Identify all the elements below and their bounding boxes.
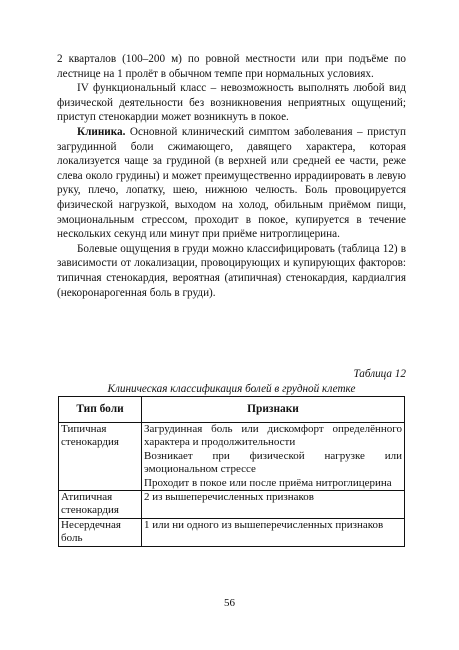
classification-table (58, 396, 405, 547)
cell-pain-type: Атипичная стенокардия (59, 491, 142, 519)
paragraph-clinic (57, 125, 406, 242)
cell-signs (142, 423, 405, 491)
sign-text: 1 или ни одного из вышеперечисленных признаков (144, 518, 384, 531)
clinic-heading: Клиника. (77, 125, 126, 138)
paragraph-continuation: 2 кварталов (100–200 м) по ровной местности или при подъёме по лестнице на 1 пролёт в обычном темпе при нормальных условиях. (57, 53, 406, 80)
table-row (59, 423, 405, 491)
cell-pain-type: Несердечная боль (59, 518, 142, 546)
sign-text: Проходит в покое или после приёма нитроглицерина (144, 476, 392, 489)
table-caption: Клиническая классификация болей в грудной клетке (107, 383, 356, 395)
cell-pain-type: Типичная стенокардия (59, 423, 142, 491)
clinic-text: Основной клинический симптом заболевания – приступ загрудинной боли сжимающего, давящего характера, которая локализуется чаще за грудиной (в верхней или средней ее части, реже слева около грудины) и может преимущественно иррадиировать в левую руку, плечо, лопатку, шею, нижнюю челюсть. Боль провоцируется физической нагрузкой, выходом на холод, обильным приёмом пищи, эмоциональным стрессом, проходит в покое, купируется в течение нескольких секунд или минут при приёме нитроглицерина. (57, 125, 406, 241)
table-header-row (59, 397, 405, 423)
sign-text: 2 из вышеперечисленных признаков (144, 491, 315, 504)
table-row (59, 518, 405, 546)
body-text (57, 52, 406, 300)
cell-signs (142, 518, 405, 546)
cell-signs (142, 491, 405, 519)
table-row (59, 491, 405, 519)
header-signs: Признаки (142, 397, 405, 423)
table-number: Таблица 12 (353, 368, 406, 380)
paragraph-classification: Болевые ощущения в груди можно классифицировать (таблица 12) в зависимости от локализации, провоцирующих и купирующих факторов: типичная стенокардия, вероятная (атипичная) стенокардия, кардиалгия (некоронарогенная боль в груди). (57, 242, 406, 299)
paragraph-class-iv: IV функциональный класс – невозможность выполнять любой вид физической деятельности без возникновения неприятных ощущений; приступ стенокардии может возникнуть в покое. (57, 82, 406, 124)
header-pain-type: Тип боли (59, 397, 142, 423)
sign-text: Возникает при физической нагрузке или эмоциональном стрессе (144, 449, 402, 476)
page-number: 56 (224, 597, 235, 609)
sign-text: Загрудинная боль или дискомфорт определённого характера и продолжительности (144, 423, 402, 449)
